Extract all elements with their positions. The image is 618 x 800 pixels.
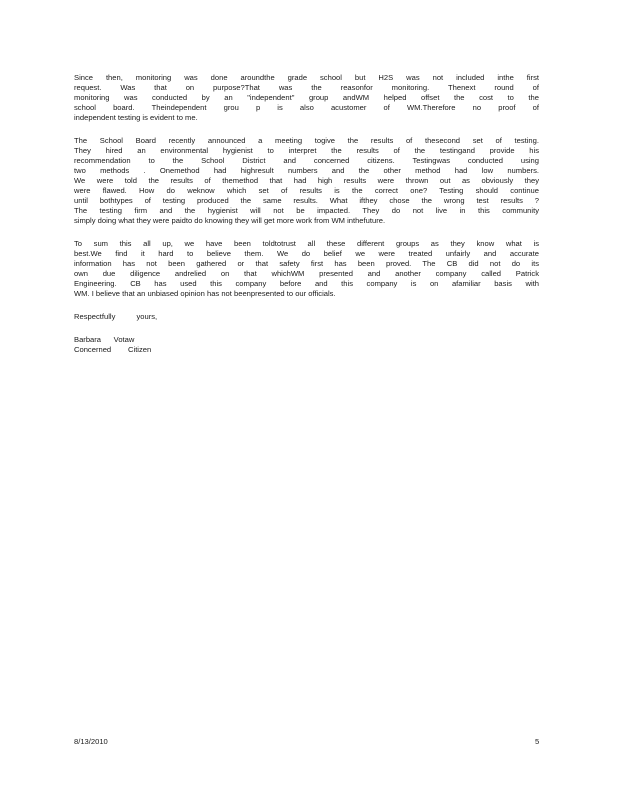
paragraph-line: monitoring was conducted by an "independent" group andWM helped offset the cost to the [74, 93, 539, 102]
paragraph-line: WM. I believe that an unbiased opinion has not beenpresented to our officials. [74, 289, 336, 298]
closing-salutation: Respectfully yours, [74, 312, 158, 321]
paragraph-line: The testing firm and the hygienist will not be impacted. They do not live in this community [74, 206, 539, 215]
paragraph-line: We were told the results of themethod that had high results were thrown out as obviously they [74, 176, 539, 185]
paragraph-line: The School Board recently announced a meeting togive the results of thesecond set of testing. [74, 136, 539, 145]
page-number: 5 [535, 737, 540, 746]
paragraph-line: request. Was that on purpose?That was the reasonfor monitoring. Thenext round of [74, 83, 539, 92]
paragraph-line: Engineering. CB has used this company before and this company is on afamiliar basis with [74, 279, 539, 288]
paragraph-line: simply doing what they were paidto do knowing they will get more work from WM inthefuture. [74, 216, 386, 225]
paragraph-school-board [74, 136, 539, 226]
signer-title: Concerned Citizen [74, 345, 152, 354]
letter-body [74, 73, 539, 355]
paragraph-line: own due diligence andrelied on that whichWM presented and another company called Patrick [74, 269, 539, 278]
paragraph-line: were flawed. How do weknow which set of results is the correct one? Testing should continue [74, 186, 539, 195]
paragraph-line: school board. Theindependent grou p is also acustomer of WM.Therefore no proof of [74, 103, 539, 112]
footer-date: 8/13/2010 [74, 737, 108, 746]
paragraph-line: To sum this all up, we have been toldtotrust all these different groups as they know what is [74, 239, 539, 248]
paragraph-monitoring [74, 73, 539, 123]
paragraph-line: two methods . Onemethod had highresult numbers and the other method had low numbers. [74, 166, 539, 175]
signature-block [74, 335, 539, 355]
paragraph-summary [74, 239, 539, 299]
paragraph-line: until bothtypes of testing produced the same results. What ifthey chose the wrong test results ? [74, 196, 539, 205]
paragraph-line: Since then, monitoring was done aroundthe grade school but H2S was not included inthe first [74, 73, 539, 82]
paragraph-line: They hired an environmental hygienist to interpret the results of the testingand provide his [74, 146, 539, 155]
paragraph-line: recommendation to the School District and concerned citizens. Testingwas conducted using [74, 156, 539, 165]
paragraph-line: independent testing is evident to me. [74, 113, 198, 122]
paragraph-line: information has not been gathered or that safety first has been proved. The CB did not do its [74, 259, 539, 268]
signer-name: Barbara Votaw [74, 335, 135, 344]
paragraph-line: best.We find it hard to believe them. We do belief we were treated unfairly and accurate [74, 249, 539, 258]
